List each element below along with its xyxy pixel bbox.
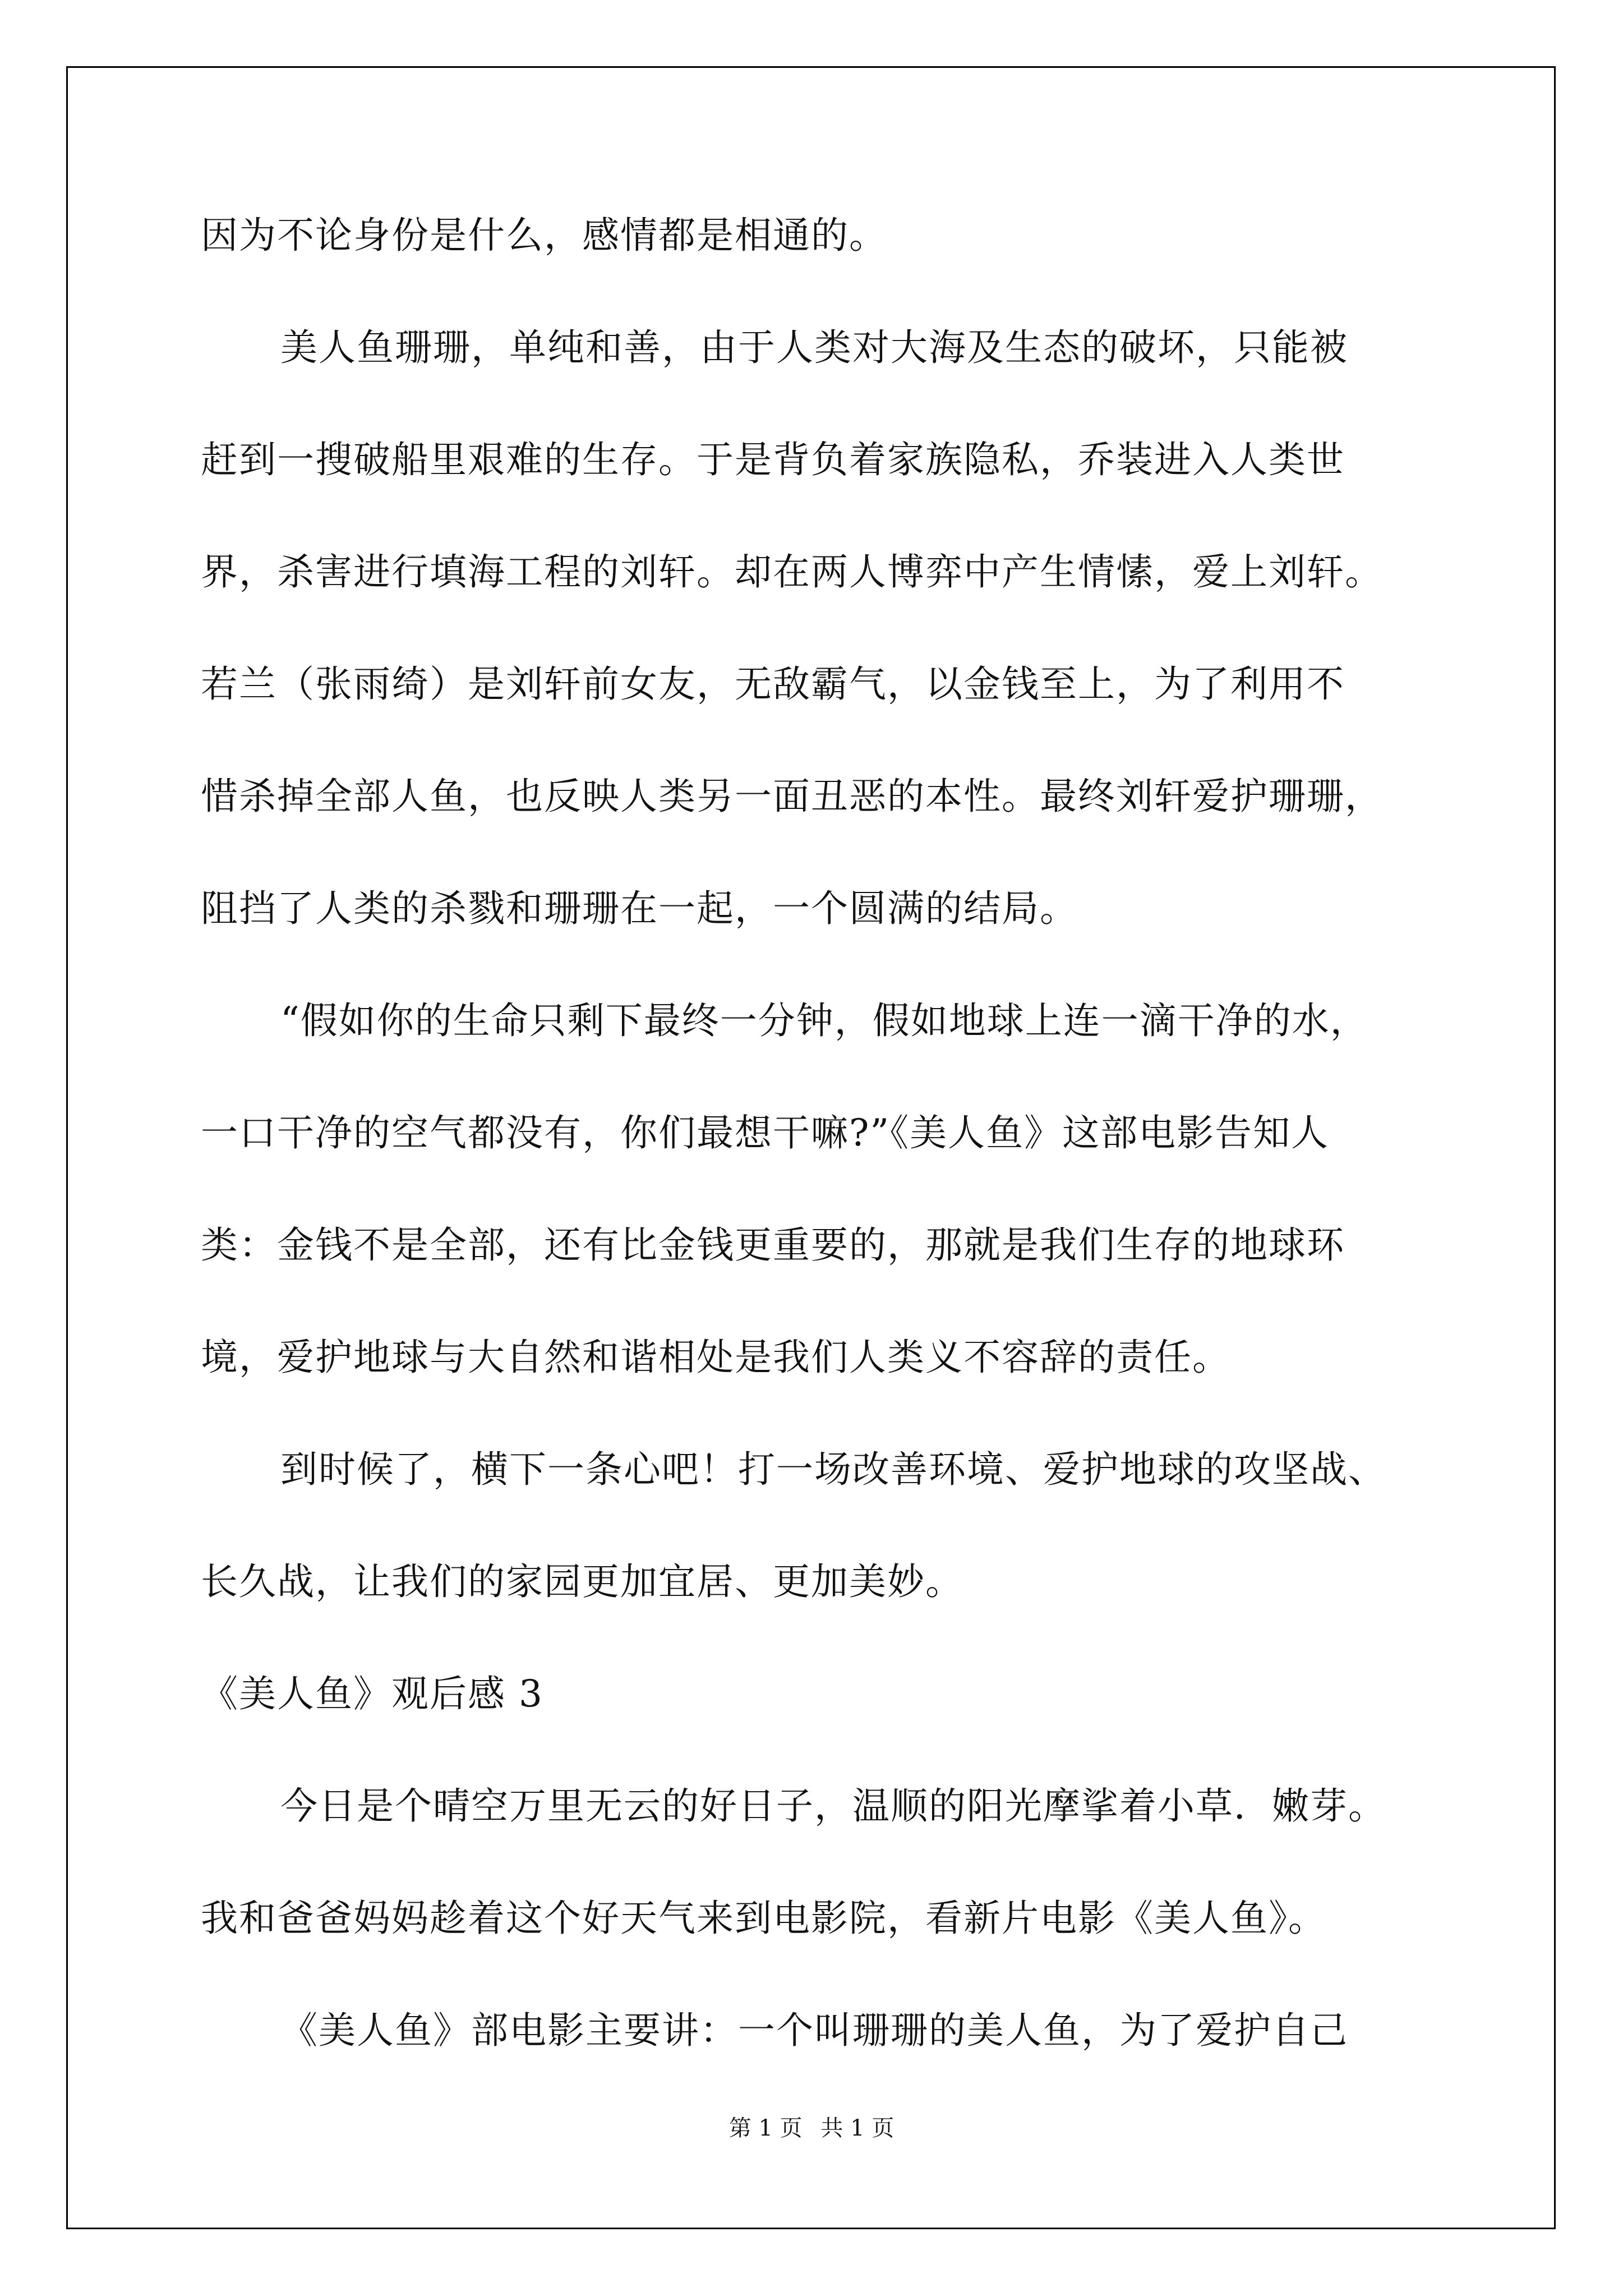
page-total: 共 1 页 [820, 2115, 895, 2141]
text-line: 《美人鱼》部电影主要讲：一个叫珊珊的美人鱼，为了爱护自己 [280, 2009, 1348, 2052]
text-line: 界，杀害进行填海工程的刘轩。却在两人博弈中产生情愫，爱上刘轩。 [201, 550, 1383, 593]
text-line: 阻挡了人类的杀戮和珊珊在一起，一个圆满的结局。 [201, 887, 1078, 930]
text-line: 到时候了，横下一条心吧！打一场改善环境、爱护地球的攻坚战、 [280, 1448, 1386, 1491]
text-line: 若兰（张雨绮）是刘轩前女友，无敌霸气，以金钱至上，为了利用不 [201, 662, 1345, 706]
page-footer [0, 2113, 1623, 2144]
text-line: 一口干净的空气都没有，你们最想干嘛?”《美人鱼》这部电影告知人 [201, 1111, 1330, 1154]
page-number: 第 1 页 [728, 2115, 803, 2141]
text-line: 美人鱼珊珊，单纯和善，由于人类对大海及生态的破坏，只能被 [280, 326, 1348, 369]
text-line: 赶到一搜破船里艰难的生存。于是背负着家族隐私，乔装进入人类世 [201, 438, 1345, 481]
text-line: 因为不论身份是什么，感情都是相通的。 [201, 214, 887, 257]
section-heading: 《美人鱼》观后感 3 [201, 1672, 543, 1715]
text-line: “假如你的生命只剩下最终一分钟，假如地球上连一滴干净的水， [280, 999, 1368, 1042]
text-line: 类：金钱不是全部，还有比金钱更重要的，那就是我们生存的地球环 [201, 1223, 1345, 1267]
text-line: 今日是个晴空万里无云的好日子，温顺的阳光摩挲着小草．嫩芽。 [280, 1784, 1386, 1828]
text-line: 长久战，让我们的家园更加宜居、更加美妙。 [201, 1560, 963, 1603]
text-line: 境，爱护地球与大自然和谐相处是我们人类义不容辞的责任。 [201, 1336, 1230, 1379]
text-line: 我和爸爸妈妈趁着这个好天气来到电影院，看新片电影《美人鱼》。 [201, 1897, 1326, 1940]
text-line: 惜杀掉全部人鱼，也反映人类另一面丑恶的本性。最终刘轩爱护珊珊， [201, 775, 1383, 818]
